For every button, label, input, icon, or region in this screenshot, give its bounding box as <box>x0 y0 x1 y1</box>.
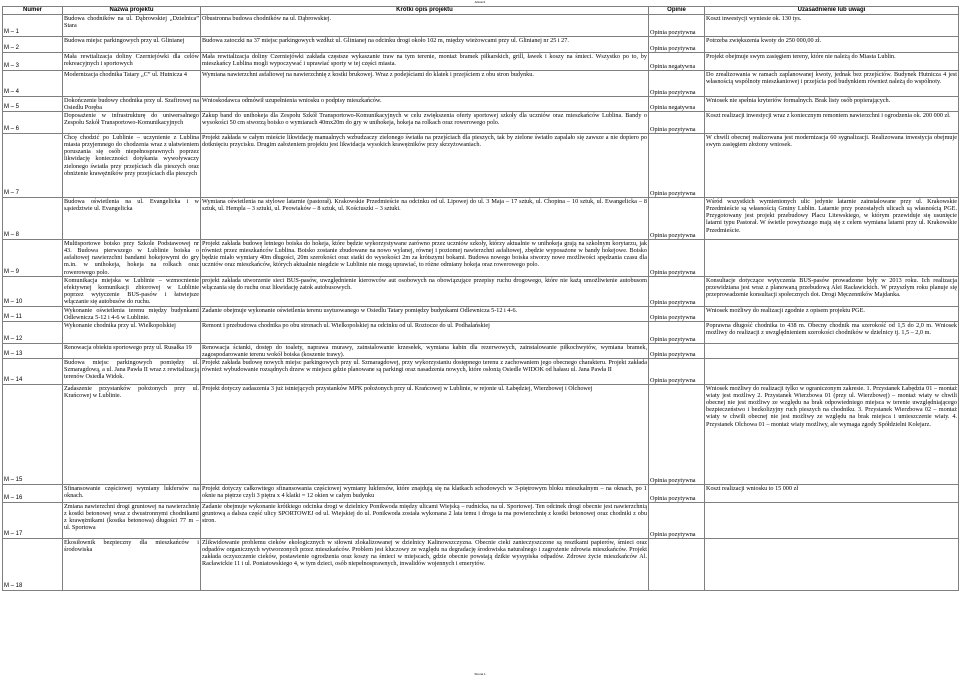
project-name: Komunikacja miejska w Lublinie – wzmocnienie efektywnej komunikacji zbiorowej w Lublinie poprzez wytyczenie BUS-pasów i łatwiejsze włączanie się autobusów do ruchu. <box>64 276 199 305</box>
opinion-cell: Opinia negatywna <box>649 97 705 112</box>
remarks-cell: Projekt obejmuje swym zasięgiem tereny, które nie należą do Miasta Lublin. <box>705 53 959 71</box>
remarks-cell <box>705 503 959 539</box>
table-row <box>3 503 959 539</box>
page-footer: Strona 1 <box>474 672 486 676</box>
row-number: M – 18 <box>3 539 63 591</box>
project-description: Budowa zatoczki na 37 miejsc parkingowych wzdłuż ul. Glinianej na odcinku drogi około 102 m, między wieżowcami przy ul. Glinianej nr 25 i 27. <box>201 37 649 53</box>
row-number: M – 5 <box>3 97 63 112</box>
opinion-cell: Opinia pozytywna <box>649 37 705 53</box>
remarks-cell: Poprawna długość chodnika to 438 m. Obecny chodnik ma szerokość od 1,5 do 2,0 m. Wniosek możliwy do realizacji z uwzględnieniem szerokości chodników w dzielnicy tj. 1,5 – 2,0 m. <box>705 321 959 343</box>
row-number: M – 15 <box>3 385 63 485</box>
table-header-row <box>3 7 959 15</box>
project-description: Zlikwidowanie problemu cieków ekologicznych w siłowni zlokalizowanej w dzielnicy Kalinowszczyzna. Obecnie cieki zanieczyszczone są resztkami papierów, śmieci oraz odpadów organicznych wytworzonych przez mieszkańców. Problem jest kluczowy ze względu na degradację środowiska naturalnego i zagrożenie zdrowia mieszkańców. Projekt zakłada oczyszczenie cieków, postawienie ogrodzenia oraz koszy na śmieci w miejscach, gdzie obecnie powstają dzikie wysypiska odpadów. Zdrowe życie mieszkańców Al. Racławickie 11 i ul. Poniatowskiego 4, w tym dzieci, osób niepełnosprawnych, inwalidów wojennych i emerytów. <box>201 539 649 591</box>
project-name: Wykonanie chodnika przy ul. Wielkopolskiej <box>63 321 201 343</box>
project-description: Wnioskodawca odmówił uzupełnienia wniosku o podpisy mieszkańców. <box>201 97 649 112</box>
project-description: Remont i przebudowa chodnika po obu stronach ul. Wielkopolskiej na odcinku od ul. Roztocze do ul. Podhalańskiej <box>201 321 649 343</box>
opinion-cell: Opinia pozytywna <box>649 198 705 240</box>
row-number: M – 17 <box>3 503 63 539</box>
table-row <box>3 71 959 97</box>
table-row <box>3 15 959 37</box>
table-row <box>3 134 959 198</box>
table-row <box>3 240 959 276</box>
opinion-cell: Opinia pozytywna <box>649 134 705 198</box>
opinion-cell: Opinia pozytywna <box>649 306 705 321</box>
project-name: Renowacja obiektu sportowego przy ul. Rusałka 19 <box>63 343 201 358</box>
opinion-cell: Opinia pozytywna <box>649 485 705 503</box>
remarks-cell: Konsultacje dotyczące wytyczenia BUS-pasów prowadzone były w 2013 roku. Ich realizacja przewidziana jest wraz z planowaną przebudową Alei Racławickich. W przyszłym roku planuje się przeprowadzenie konsultacji społecznych dot. Drogi Męczenników Majdanka. <box>705 276 959 306</box>
table-row <box>3 343 959 358</box>
header-name: Nazwa projektu <box>63 7 201 15</box>
row-number: M – 9 <box>3 240 63 276</box>
project-description: Projekt zakłada w całym mieście likwidację manualnych wzbudzaczy zielonego światła na przejściach dla pieszych, tak by zielone światło zapalało się zawsze a nie dopiero po dotknięciu przycisku. Drugim założeniem projektu jest likwidacja wysokich krawężników przy skrzyżowaniach. <box>201 134 649 198</box>
table-row <box>3 198 959 240</box>
table-row <box>3 112 959 134</box>
project-description: Projekt zakłada budowę letniego boiska do hokeja, które będzie wykorzystywane zarówno przez uczniów szkoły, którzy aktualnie w unihokeja grają na szkolnym korytarzu, jak również przez mieszkańców Lublina. Boisko zostanie zbudowane na nowo wylanej, równej i poziomej nawierzchni asfaltowej, zbędzie wyposażone w bandy hokejowe. Boisko będzie miało wymiary 40m długości, 20m szerokości oraz siatki do wysokości 2m za krótszymi bokami. Budowa nowego boiska stworzy nowe możliwości spędzania czasu dla uczniów oraz mieszkańców, których aktualnie niegdzie w Lublinie nie mogą uprawiać, to różne odmiany hokeja oraz rowerowego polo. <box>201 240 649 276</box>
project-description: Projekt dotyczy całkowitego sfinansowania częściowej wymiany lukfersów, które znajdują się na klatkach schodowych w 3-piętrowym bloku mieszkalnym – na oknach, po 1 oknie na piętrze czyli 3 piętra x 4 klatki = 12 okien w całym budynku <box>201 485 649 503</box>
project-name: Budowa oświetlenia na ul. Evangelicka i w sąsiedztwie ul. Evangelicka <box>63 198 201 240</box>
row-number: M – 10 <box>3 276 63 306</box>
row-number: M – 3 <box>3 53 63 71</box>
table-row <box>3 53 959 71</box>
row-number: M – 1 <box>3 15 63 37</box>
row-number: M – 14 <box>3 359 63 385</box>
project-description: Projekt zakłada budowę nowych miejsc parkingowych przy ul. Szmaragdowej, przy wykorzystaniu dostępnego terenu z zachowaniem jego obecnego charakteru. Projekt zakłada również wybudowanie rozsądnych drzew w miejscu gdzie planowane są parkingi oraz nasadzenia nowych, które osłonią Osiedle WIDOK od hałasu ul. Jana Pawła II <box>201 359 649 385</box>
header-num: Numer <box>3 7 63 15</box>
project-description: projekt zakłada utworzenie sieci BUS-pasów, uwzględnienie kierowców aut osobowych na obowiązujące przepisy ruchu drogowego, które nie każą umożliwienie autobusom włączania się do ruchu oraz likwidację zatok autobusowych. <box>201 276 649 306</box>
table-row <box>3 385 959 485</box>
opinion-cell: Opinia pozytywna <box>649 503 705 539</box>
row-number: M – 2 <box>3 37 63 53</box>
row-number: M – 6 <box>3 112 63 134</box>
sheet-label: Arkusz1 <box>474 0 486 4</box>
table-row <box>3 539 959 591</box>
table-body <box>3 15 959 591</box>
project-description: Wymiana oświetlenia na stylowe latarnie (pastorał). Krakowskie Przedmieście na odcinku od ul. Lipowej do ul. 3 Maja – 17 sztuk, ul. Chopina – 10 sztuk, ul. Ewangelicka – 8 sztuk, ul. Hempla – 3 sztuki, ul. Peowiaków – 8 sztuk, ul. Kościuszki – 3 sztuki. <box>201 198 649 240</box>
remarks-cell <box>705 343 959 358</box>
project-name: Budowa chodników na ul. Dąbrowskiej „Dzielnica” Stara <box>63 15 201 37</box>
opinion-cell: Opinia pozytywna <box>649 385 705 485</box>
opinion-cell: Opinia pozytywna <box>649 343 705 358</box>
row-number: M – 13 <box>3 343 63 358</box>
opinion-cell: Opinia pozytywna <box>649 112 705 134</box>
remarks-cell: Koszt inwestycji wyniesie ok. 130 tys. <box>705 15 959 37</box>
opinion-cell: Opinia pozytywna <box>649 15 705 37</box>
project-name: Modernizacja chodnika Tatary „C” ul. Hutnicza 4 <box>63 71 201 97</box>
project-name: Sfinansowanie częściowej wymiany lukfersów na oknach. <box>63 485 201 503</box>
header-remarks: Uzasadnienie lub uwagi <box>705 7 959 15</box>
opinion-cell: Opinia pozytywna <box>649 240 705 276</box>
remarks-cell <box>705 240 959 276</box>
row-number: M – 7 <box>3 134 63 198</box>
table-row <box>3 37 959 53</box>
remarks-cell: Wniosek nie spełnia kryteriów formalnych. Brak listy osób popierających. <box>705 97 959 112</box>
project-name: Dokończenie budowy chodnika przy ul. Szafirowej na Osiedlu Poręba <box>64 97 199 112</box>
project-description: Renowacja ścianki, dostęp do toalety, naprawa murawy, zainstalowanie krzesełek, wymiana kabin dla rezerwowych, zainstalowanie piłkochwytów, wymiana bramek, zagospodarowanie terenu wokół boiska (koszenie trawy). <box>202 343 647 358</box>
project-description: Obustronna budowa chodników na ul. Dąbrowskiej. <box>201 15 649 37</box>
opinion-cell: Opinia pozytywna <box>649 359 705 385</box>
remarks-cell: Koszt realizacji inwestycji wraz z koniecznym remontem nawierzchni i ogrodzenia ok. 200 000 zł. <box>705 112 959 134</box>
remarks-cell: Koszt realizacji wniosku to 15 000 zł <box>705 485 959 503</box>
table-row <box>3 306 959 321</box>
project-description: Zadanie obejmuje wykonanie krótkiego odcinka drogi w dzielnicy Ponikwoda między ulicami Wiejską – rudnicka, na ul. Sportowej. Ten odcinek drogi obecnie jest nawierzchnią gruntową a dalsza część ulicy SPORTOWEJ od ul. Wiejskiej do ul. Ponikwoda została wykonana 2 lata temu i droga ta ma powierzchnię z kostki betonowej oraz chodniki z obu stron. <box>201 503 649 539</box>
remarks-cell: Wniosek możliwy do realizacji tylko w ograniczonym zakresie. 1. Przystanek Łabędzia 01 – montaż wiaty jest możliwy 2. Przystanek Wierzbowa 01 (przy ul. Wierzbowej) – montaż wiaty w chwili obecnej nie jest możliwy ze względu na brak odpowiedniego miejsca w terenie uwzględniającego bezpieczeństwo i bezkolizyjny ruch pieszych na chodniku. 3. Przystanek Wierzbowa 02 – montaż wiaty w chwili obecnej nie jest możliwy ze względu na brak miejsca i umieszczenie wiaty. 4. Przystanek Olchowa 01 – montaż wiaty możliwy, ale wymaga zgody Spółdzielni Kolejarz. <box>705 385 959 485</box>
opinion-cell: Opinia negatywna <box>649 53 705 71</box>
project-name: Budowa miejsc parkingowych pomiędzy ul. Szmaragdową, a ul. Jana Pawła II wraz z rewitalizacją terenów Osiedla Widok. <box>63 359 201 385</box>
header-opinion: Opinie <box>649 7 705 15</box>
project-name: Multisportowe boisko przy Szkole Podstawowej nr 43. Budowa pierwszego w Lublinie boiska o asfaltowej nawierzchni bandami hokejowymi do gry m.in. w unihokeja, hokeja na rolkach oraz rowerowego polo. <box>64 240 199 276</box>
project-description: Zadanie obejmuje wykonanie oświetlenia terenu usytuowanego w Osiedlu Tatary pomiędzy budynkami Odlewnicza 5-12 i 4-6. <box>201 306 649 321</box>
project-name: Mała rewitalizacja doliny Czerniejówki dla celów rekreacyjnych i sportowych <box>63 53 201 71</box>
project-description: Wymiana nawierzchni asfaltowej na nawierzchnię z kostki brukowej. Wraz z podejściami do klatek i przejściem z obu stron budynku. <box>201 71 649 97</box>
row-number: M – 4 <box>3 71 63 97</box>
remarks-cell <box>705 359 959 385</box>
remarks-cell: Potrzeba zwiększenia kwoty do 250 000,00 zł. <box>705 37 959 53</box>
row-number: M – 16 <box>3 485 63 503</box>
remarks-cell: Do zrealizowania w ramach zaplanowanej kwoty, jednak bez przejściów. Budynek Hutnicza 4 jest własnością wspólnoty mieszkaniowej i przejścia pod budynkiem również należą do wspólnoty. <box>705 71 959 97</box>
project-name: Chcę chodzić po Lublinie – uczynienie z Lublina miasta przyjemnego do chodzenia wraz z ułatwieniem poruszania się osób niepełnosprawnych poprzez likwidację konieczności dotykania wywoływaczy zielonego światła przy przejściach dla pieszych oraz obniżenie krawężników przy przejściach dla pieszych <box>63 134 201 198</box>
table-row <box>3 321 959 343</box>
row-number: M – 11 <box>3 306 63 321</box>
table-row <box>3 359 959 385</box>
project-name: Wykonanie oświetlenia terenu między budynkami Odlewnicza 5-12 i 4-6 w Lublinie. <box>64 306 199 321</box>
table-row <box>3 276 959 306</box>
projects-table <box>2 6 959 591</box>
remarks-cell <box>705 539 959 591</box>
project-name: Ekosiłownik bezpieczny dla mieszkańców i środowiska <box>63 539 201 591</box>
opinion-cell <box>649 539 705 591</box>
remarks-cell: Wniosek możliwy do realizacji zgodnie z opisem projektu PGE. <box>705 306 959 321</box>
project-description: Projekt dotyczy zadaszenia 3 już istniejących przystanków MPK położonych przy ul. Krańcowej w Lublinie, w rejonie ul. Łabędziej, Wierzbowej i Olchowej <box>201 385 649 485</box>
remarks-cell: W chwili obecnej realizowana jest modernizacja 60 sygnalizacji. Realizowana inwestycja obejmuje swym zasięgiem złożony wniosek. <box>705 134 959 198</box>
project-name: Zadaszenie przystanków położonych przy ul. Krańcowej w Lublinie. <box>63 385 201 485</box>
header-desc: Krótki opis projektu <box>201 7 649 15</box>
project-description: Mała rewitalizacja doliny Czerniejówki zakłada częstsze wykaszanie traw na tym terenie, montaż bramek piłkarskich, grill, ławek i koszy na śmieci. Wszystko po to, by mieszkańcy Lublina mogli wypoczywać i uprawiać sporty w tej części miasta. <box>201 53 649 71</box>
opinion-cell: Opinia pozytywna <box>649 321 705 343</box>
table-row <box>3 97 959 112</box>
opinion-cell: Opinia pozytywna <box>649 276 705 306</box>
row-number: M – 12 <box>3 321 63 343</box>
project-name: Zmiana nawierzchni drogi gruntowej na nawierzchnię z kostki betonowej wraz z dwustronnymi chodnikami z krawężnikami (kostka betonowa) długości 77 m – ul. Sportowa <box>63 503 201 539</box>
project-description: Zakup band do unihokeja dla Zespołu Szkół Transportowo-Komunikacyjnych w celu zwiększenia oferty sportowej szkoły dla uczniów oraz mieszkańców Lublina. Bandy o wysokości 50 cm stworzą boisko o wymiarach 40mx20m do gry w unihokeja, hokeja na rolkach oraz rowerowego polo. <box>201 112 649 134</box>
row-number: M – 8 <box>3 198 63 240</box>
opinion-cell: Opinia pozytywna <box>649 71 705 97</box>
table-row <box>3 485 959 503</box>
project-name: Budowa miejsc parkingowych przy ul. Glinianej <box>63 37 201 53</box>
project-name: Doposażenie w infrastrukturę do uniwersalnego Zespołu Szkół Transportowo-Komunikacyjnych <box>63 112 201 134</box>
remarks-cell: Wśród wszystkich wymienionych ulic jedynie latarnie zainstalowane przy ul. Krakowskie Przedmieście są własnością Gminy Lublin. Latarnie przy pozostałych ulicach są własnością PGE. Przygotowany jest projekt przebudowy Placu Litewskiego, w którym przewiduje się usunięcie latarni typu Pastorał. W świetle powyższego mają się z celem wymiana latarni przy ul. Krakowskie Przedmieście. <box>705 198 959 240</box>
